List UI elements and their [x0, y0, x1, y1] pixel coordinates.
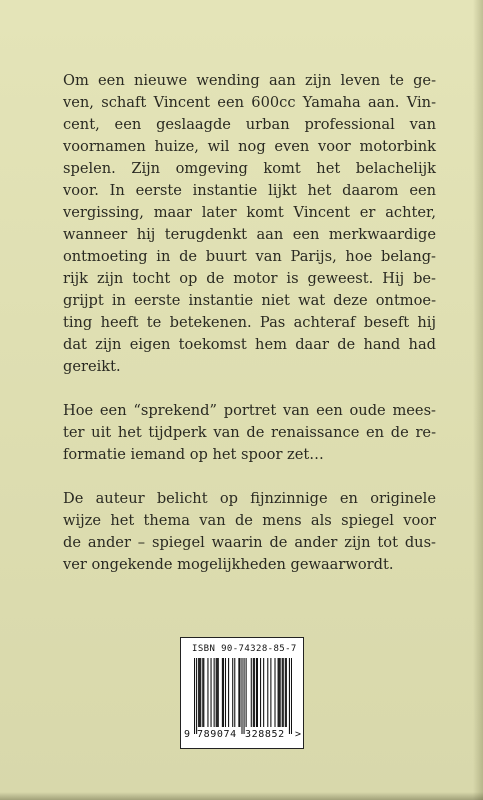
paragraph-gap — [63, 378, 436, 400]
blurb-line: de ander – spiegel waarin de ander zijn tot dus- — [63, 534, 436, 551]
barcode-bar — [228, 658, 229, 727]
barcode-bar — [267, 658, 268, 727]
blurb-line: Om een nieuwe wending aan zijn leven te ge- — [63, 72, 436, 89]
barcode-bar — [246, 658, 247, 727]
blurb-paragraph-2 — [63, 400, 436, 466]
barcode-bar — [234, 658, 235, 727]
blurb-line: ting heeft te betekenen. Pas achteraf beseft hij — [63, 314, 436, 331]
barcode-bar — [280, 658, 281, 727]
barcode-guard-bar — [291, 658, 292, 734]
barcode-bar — [279, 658, 280, 727]
barcode-guard-bar — [196, 658, 197, 734]
barcode-bar — [283, 658, 284, 727]
barcode-bar — [216, 658, 217, 727]
barcode-bar — [223, 658, 224, 727]
barcode-bar — [238, 658, 239, 727]
blurb-paragraph-1 — [63, 70, 436, 378]
blurb-line: ven, schaft Vincent een 600cc Yamaha aan. Vin- — [63, 94, 436, 111]
barcode-bar — [207, 658, 208, 727]
barcode-bar — [278, 658, 279, 727]
barcode-bar — [274, 658, 275, 727]
barcode-bar — [256, 658, 257, 727]
barcode-bar — [211, 658, 212, 727]
back-cover-blurb — [63, 70, 436, 576]
barcode-bar — [260, 658, 261, 727]
barcode-bar — [198, 658, 199, 727]
blurb-line: ontmoeting in de buurt van Parijs, hoe belang- — [63, 248, 436, 265]
blurb-line: wanneer hij terugdenkt aan een merkwaardige — [63, 226, 436, 243]
blurb-line: gereikt. — [63, 358, 121, 375]
barcode-guard-bar — [289, 658, 290, 734]
isbn-barcode-box — [180, 637, 304, 749]
blurb-line: Hoe een “sprekend” portret van een oude mees- — [63, 402, 436, 419]
paragraph-gap — [63, 466, 436, 488]
barcode-bars — [194, 658, 292, 734]
barcode-bar — [270, 658, 271, 727]
barcode-bar — [222, 658, 223, 727]
barcode-guard-bar — [244, 658, 245, 734]
barcode-bar — [253, 658, 254, 727]
isbn-label: ISBN 90-74328-85-7 — [192, 644, 297, 654]
blurb-line: voor. In eerste instantie lijkt het daarom een — [63, 182, 436, 199]
barcode-bar — [214, 658, 215, 727]
barcode-bar — [257, 658, 258, 727]
blurb-line: ver ongekende mogelijkheden gewaarwordt. — [63, 556, 394, 573]
barcode-bar — [285, 658, 286, 727]
barcode-bar — [199, 658, 200, 727]
barcode-guard-bar — [241, 658, 242, 734]
blurb-line: spelen. Zijn omgeving komt het belachelijk — [63, 160, 436, 177]
barcode-digit-first: 9 — [184, 729, 191, 740]
blurb-line: ter uit het tijdperk van de renaissance en de re- — [63, 424, 436, 441]
barcode-end-marker: > — [295, 729, 302, 740]
blurb-line: formatie iemand op het spoor zet… — [63, 446, 324, 463]
barcode-digit-group-right: 328852 — [245, 729, 285, 740]
barcode-bar — [218, 658, 219, 727]
barcode-digit-group-left: 789074 — [197, 729, 237, 740]
blurb-line: grijpt in eerste instantie niet wat deze ontmoe- — [63, 292, 436, 309]
barcode-bar — [202, 658, 203, 727]
blurb-line: rijk zijn tocht op de motor is geweest. Hij be- — [63, 270, 436, 287]
barcode-bar — [217, 658, 218, 727]
blurb-line: wijze het thema van de mens als spiegel voor — [63, 512, 436, 529]
barcode-bar — [203, 658, 204, 727]
barcode-guard-bar — [194, 658, 195, 734]
blurb-line: voornamen huize, wil nog even voor motorbink — [63, 138, 436, 155]
cover-bottom-shadow — [0, 792, 483, 800]
barcode-bar — [263, 658, 264, 727]
barcode-bar — [286, 658, 287, 727]
blurb-paragraph-3 — [63, 488, 436, 576]
barcode-bar — [282, 658, 283, 727]
blurb-line: De auteur belicht op fijnzinnige en originele — [63, 490, 436, 507]
blurb-line: vergissing, maar later komt Vincent er achter, — [63, 204, 436, 221]
barcode-bar — [232, 658, 233, 727]
barcode-bar — [251, 658, 252, 727]
blurb-line: cent, een geslaagde urban professional van — [63, 116, 436, 133]
barcode-bar — [254, 658, 255, 727]
cover-edge-shadow — [473, 0, 483, 800]
blurb-line: dat zijn eigen toekomst hem daar de hand had — [63, 336, 436, 353]
barcode-bar — [225, 658, 226, 727]
barcode-bar — [200, 658, 201, 727]
barcode-bar — [239, 658, 240, 727]
